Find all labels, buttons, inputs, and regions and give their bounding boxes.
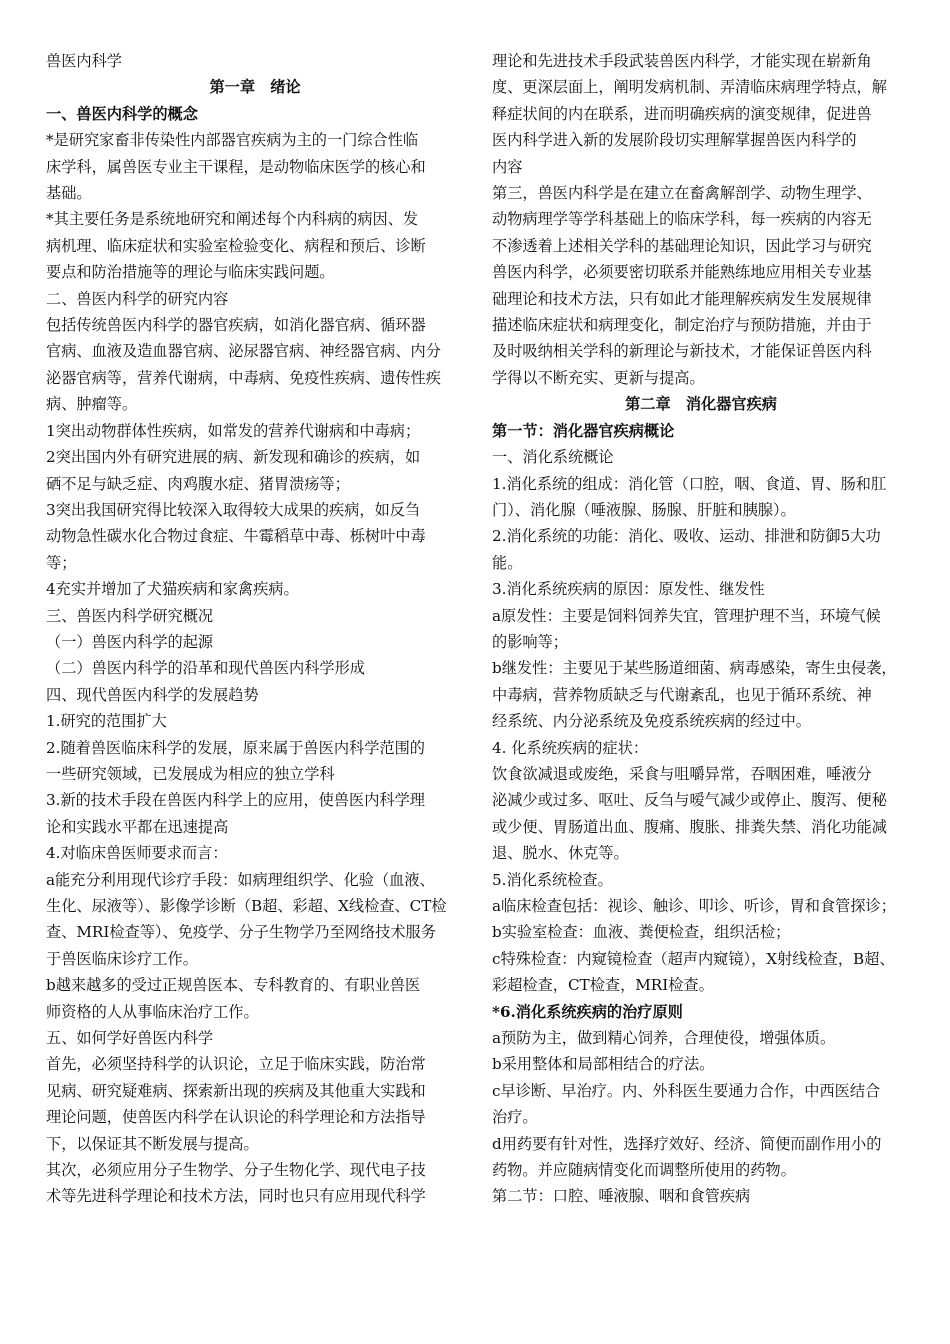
left-text-line: 于兽医临床诊疗工作。 [46,949,198,968]
right-text-line: 础理论和技术方法，只有如此才能理解疾病发生发展规律 [492,289,872,308]
right-text-line: 第二章 消化器官疾病 [625,395,777,414]
left-text-line: 2突出国内外有研究进展的病、新发现和确诊的疾病，如 [46,448,421,467]
left-text-line: 兽医内科学 [46,52,122,70]
left-text-line: 五、如何学好兽医内科学 [46,1029,214,1048]
right-text-line: 饮食欲减退或废绝，采食与咀嚼异常，吞咽困难，唾液分 [492,764,872,783]
left-text-line: 2.随着兽医临床科学的发展，原来属于兽医内科学范围的 [46,738,425,757]
left-text-line: 病、肿瘤等。 [46,395,138,414]
right-column [492,48,910,1210]
right-text-line: b继发性：主要见于某些肠道细菌、病毒感染，寄生虫侵袭， [492,659,897,678]
right-text-line: 第二节：口腔、唾液腺、咽和食管疾病 [492,1187,751,1206]
right-text-line: 度、更深层面上，阐明发病机制、弄清临床病理学特点，解 [492,78,887,97]
left-text-line: *是研究家畜非传染性内部器官疾病为主的一门综合性临 [46,131,419,150]
left-text-line: 泌器官病等，营养代谢病，中毒病、免疫性疾病、遗传性疾 [46,368,441,387]
right-text-line: 一、消化系统概论 [492,448,614,467]
right-text-line: 2.消化系统的功能：消化、吸收、运动、排泄和防御5大功 [492,527,881,546]
left-text-line: 下，以保证其不断发展与提高。 [46,1134,259,1153]
right-text-line: 治疗。 [492,1108,538,1127]
left-text-line: 4充实并增加了犬猫疾病和家禽疾病。 [46,580,299,599]
right-text-line: 不渗透着上述相关学科的基础理论知识，因此学习与研究 [492,236,872,255]
right-text-line: d用药要有针对性，选择疗效好、经济、简便而副作用小的 [492,1134,882,1153]
left-text-line: 理论问题，使兽医内科学在认识论的科学理论和方法指导 [46,1108,426,1127]
right-text-line: 及时吸纳相关学科的新理论与新技术，才能保证兽医内科 [492,342,872,361]
right-text-line: 内容 [492,157,523,176]
right-text-line: 释症状间的内在联系，进而明确疾病的演变规律，促进兽 [492,104,872,123]
left-text-line: 4.对临床兽医师要求而言： [46,844,228,863]
left-text-line: *其主要任务是系统地研究和阐述每个内科病的病因、发 [46,210,419,229]
left-text-line: 论和实践水平都在迅速提高 [46,817,229,836]
left-text-line: 床学科，属兽医专业主干课程，是动物临床医学的核心和 [46,157,426,176]
right-text-line: a预防为主，做到精心饲养，合理使役，增强体质。 [492,1029,836,1048]
left-text-line: 包括传统兽医内科学的器官疾病，如消化器官病、循环器 [46,316,426,335]
left-text-line: 见病、研究疑难病、探索新出现的疾病及其他重大实践和 [46,1081,426,1100]
right-text-line: 1.消化系统的组成：消化管（口腔，咽、食道、胃、肠和肛 [492,474,887,493]
left-text-line: 硒不足与缺乏症、肉鸡腹水症、猪胃溃疡等； [46,474,350,493]
right-text-line: 第一节：消化器官疾病概论 [492,421,675,440]
right-text-line: 退、脱水、休克等。 [492,844,629,863]
left-text-line: 动物急性碳水化合物过食症、牛霉稻草中毒、栎树叶中毒 [46,527,426,546]
left-text-line: （二）兽医内科学的沿革和现代兽医内科学形成 [46,659,365,678]
right-text-line: b采用整体和局部相结合的疗法。 [492,1055,715,1074]
right-text-line: 或少便、胃肠道出血、腹痛、腹胀、排粪失禁、消化功能减 [492,817,887,836]
right-text-line: 3.消化系统疾病的原因：原发性、继发性 [492,580,765,599]
right-text-line: 医内科学进入新的发展阶段切实理解掌握兽医内科学的 [492,131,857,150]
right-text-line: *6.消化系统疾病的治疗原则 [492,1002,683,1021]
right-text-line: 泌减少或过多、呕吐、反刍与嗳气减少或停止、腹泻、便秘 [492,791,887,810]
right-text-line: 的影响等； [492,632,568,651]
left-text-line: 病机理、临床症状和实验室检验变化、病程和预后、诊断 [46,236,426,255]
right-text-line: 4. 化系统疾病的症状： [492,738,649,757]
left-column [46,48,464,1210]
left-text-line: 术等先进科学理论和技术方法，同时也只有应用现代科学 [46,1187,426,1206]
right-text-line: c特殊检查：内窥镜检查（超声内窥镜），X射线检查，B超、 [492,949,895,968]
right-text-line: 描述临床症状和病理变化，制定治疗与预防措施，并由于 [492,316,872,335]
left-text-line: a能充分利用现代诊疗手段：如病理组织学、化验（血液、 [46,870,435,889]
left-text-line: 其次，必须应用分子生物学、分子生物化学、现代电子技 [46,1161,426,1180]
right-text-line: 兽医内科学，必须要密切联系并能熟练地应用相关专业基 [492,263,872,282]
right-text-line: 彩超检查，CT检查，MRI检查。 [492,976,714,995]
right-text-line: 理论和先进技术手段武装兽医内科学，才能实现在崭新角 [492,52,872,70]
left-text-line: 师资格的人从事临床治疗工作。 [46,1002,259,1021]
right-text-line: a原发性：主要是饲料饲养失宜，管理护理不当，环境气候 [492,606,881,625]
right-text-line: c早诊断、早治疗。内、外科医生要通力合作，中西医结合 [492,1081,881,1100]
left-text-line: 第一章 绪论 [209,78,301,97]
left-text-line: 生化、尿液等）、影像学诊断（B超、彩超、X线检查、CT检 [46,897,447,915]
left-text-line: 二、兽医内科学的研究内容 [46,289,229,308]
left-text-line: 等； [46,553,77,572]
left-text-line: 3突出我国研究得比较深入取得较大成果的疾病，如反刍 [46,500,421,519]
right-text-line: b实验室检查：血液、粪便检查，组织活检； [492,923,791,942]
left-text-line: 查、MRI检查等）、免疫学、分子生物学乃至网络技术服务 [46,923,436,942]
right-text-line: 能。 [492,553,523,572]
left-text-line: 基础。 [46,184,92,203]
left-text-line: 一、兽医内科学的概念 [46,104,198,123]
right-text-line: 药物。并应随病情变化而调整所使用的药物。 [492,1161,796,1180]
left-text-line: b越来越多的受过正规兽医本、专科教育的、有职业兽医 [46,976,421,995]
left-text-line: 1.研究的范围扩大 [46,712,167,731]
right-text-line: 第三，兽医内科学是在建立在畜禽解剖学、动物生理学、 [492,184,872,203]
left-text-line: 首先，必须坚持科学的认识论，立足于临床实践，防治常 [46,1055,426,1074]
left-text-line: （一）兽医内科学的起源 [46,632,214,651]
right-text-line: a临床检查包括：视诊、触诊、叩诊、听诊，胃和食管探诊； [492,897,896,915]
left-text-line: 官病、血液及造血器官病、泌尿器官病、神经器官病、内分 [46,342,441,361]
right-text-line: 动物病理学等学科基础上的临床学科，每一疾病的内容无 [492,210,872,229]
left-text-line: 四、现代兽医内科学的发展趋势 [46,685,259,704]
left-text-line: 三、兽医内科学研究概况 [46,606,214,625]
right-text-line: 经系统、内分泌系统及免疫系统疾病的经过中。 [492,712,811,731]
right-text-line: 5.消化系统检查。 [492,870,613,889]
left-text-line: 要点和防治措施等的理论与临床实践问题。 [46,263,335,282]
left-text-line: 1突出动物群体性疾病，如常发的营养代谢病和中毒病； [46,421,421,440]
right-text-line: 门）、消化腺（唾液腺、肠腺、肝脏和胰腺）。 [492,500,796,519]
left-text-line: 一些研究领域，已发展成为相应的独立学科 [46,764,335,783]
right-text-line: 学得以不断充实、更新与提高。 [492,368,705,387]
right-text-line: 中毒病，营养物质缺乏与代谢紊乱，也见于循环系统、神 [492,685,872,704]
left-text-line: 3.新的技术手段在兽医内科学上的应用，使兽医内科学理 [46,791,425,810]
